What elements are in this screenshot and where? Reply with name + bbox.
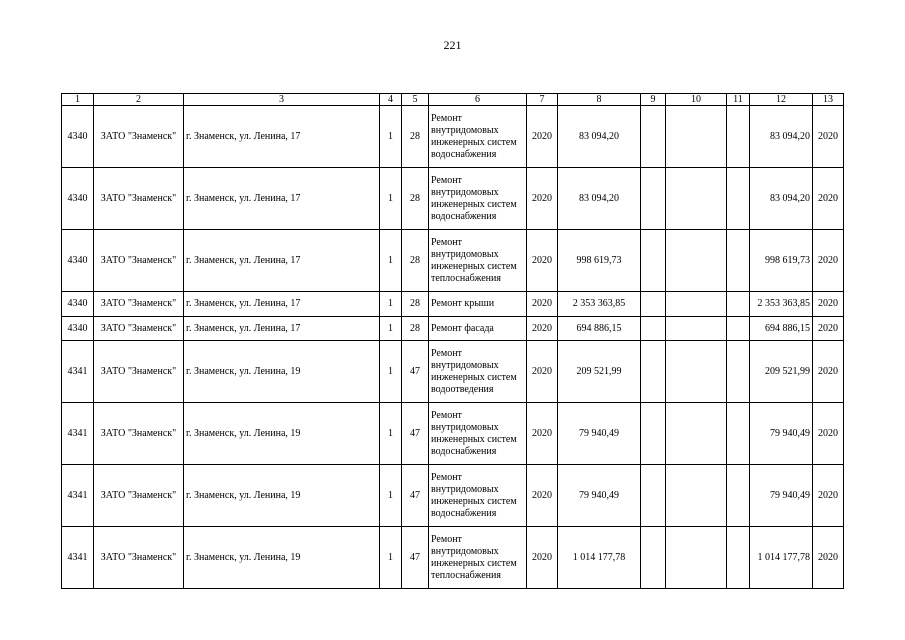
col9-cell — [641, 230, 666, 292]
house-id-cell: 4341 — [62, 403, 94, 465]
year-cell: 2020 — [527, 527, 558, 589]
col4-cell: 1 — [380, 403, 402, 465]
col-header: 5 — [402, 94, 429, 106]
col9-cell — [641, 317, 666, 341]
col10-cell — [666, 317, 727, 341]
municipality-cell: ЗАТО "Знаменск" — [94, 403, 184, 465]
col4-cell: 1 — [380, 341, 402, 403]
col-header: 9 — [641, 94, 666, 106]
table-row — [62, 168, 844, 230]
col9-cell — [641, 465, 666, 527]
year-cell: 2020 — [527, 230, 558, 292]
col9-cell — [641, 527, 666, 589]
address-cell: г. Знаменск, ул. Ленина, 19 — [184, 465, 380, 527]
table-row — [62, 292, 844, 317]
col-header: 11 — [727, 94, 750, 106]
col10-cell — [666, 168, 727, 230]
cost-cell: 83 094,20 — [558, 168, 641, 230]
year-cell: 2020 — [527, 106, 558, 168]
municipality-cell: ЗАТО "Знаменск" — [94, 168, 184, 230]
col5-cell: 28 — [402, 292, 429, 317]
total-cell: 2 353 363,85 — [750, 292, 813, 317]
end-year-cell: 2020 — [813, 341, 844, 403]
house-id-cell: 4340 — [62, 106, 94, 168]
col5-cell: 28 — [402, 106, 429, 168]
col11-cell — [727, 527, 750, 589]
col5-cell: 28 — [402, 230, 429, 292]
house-id-cell: 4341 — [62, 527, 94, 589]
col-header: 3 — [184, 94, 380, 106]
year-cell: 2020 — [527, 465, 558, 527]
col4-cell: 1 — [380, 465, 402, 527]
col-header: 6 — [429, 94, 527, 106]
end-year-cell: 2020 — [813, 527, 844, 589]
cost-cell: 694 886,15 — [558, 317, 641, 341]
cost-cell: 209 521,99 — [558, 341, 641, 403]
col10-cell — [666, 465, 727, 527]
col9-cell — [641, 403, 666, 465]
col10-cell — [666, 403, 727, 465]
municipality-cell: ЗАТО "Знаменск" — [94, 465, 184, 527]
col11-cell — [727, 106, 750, 168]
table-row — [62, 341, 844, 403]
end-year-cell: 2020 — [813, 292, 844, 317]
cost-cell: 79 940,49 — [558, 403, 641, 465]
municipality-cell: ЗАТО "Знаменск" — [94, 341, 184, 403]
work-type-cell: Ремонт внутридомовых инженерных систем водоснабжения — [429, 403, 527, 465]
cost-cell: 83 094,20 — [558, 106, 641, 168]
col4-cell: 1 — [380, 168, 402, 230]
col-header: 8 — [558, 94, 641, 106]
col-header: 4 — [380, 94, 402, 106]
col9-cell — [641, 168, 666, 230]
end-year-cell: 2020 — [813, 317, 844, 341]
table-row — [62, 106, 844, 168]
cost-cell: 998 619,73 — [558, 230, 641, 292]
page-number: 221 — [443, 38, 462, 52]
year-cell: 2020 — [527, 403, 558, 465]
table-row — [62, 527, 844, 589]
col9-cell — [641, 106, 666, 168]
work-type-cell: Ремонт внутридомовых инженерных систем водоснабжения — [429, 106, 527, 168]
col4-cell: 1 — [380, 527, 402, 589]
end-year-cell: 2020 — [813, 403, 844, 465]
cost-cell: 1 014 177,78 — [558, 527, 641, 589]
year-cell: 2020 — [527, 292, 558, 317]
table-row — [62, 465, 844, 527]
col11-cell — [727, 403, 750, 465]
total-cell: 694 886,15 — [750, 317, 813, 341]
year-cell: 2020 — [527, 317, 558, 341]
col11-cell — [727, 465, 750, 527]
col4-cell: 1 — [380, 292, 402, 317]
col9-cell — [641, 292, 666, 317]
house-id-cell: 4340 — [62, 230, 94, 292]
total-cell: 998 619,73 — [750, 230, 813, 292]
col-header: 12 — [750, 94, 813, 106]
registry-table — [61, 93, 844, 589]
col5-cell: 28 — [402, 317, 429, 341]
col5-cell: 47 — [402, 341, 429, 403]
address-cell: г. Знаменск, ул. Ленина, 17 — [184, 230, 380, 292]
address-cell: г. Знаменск, ул. Ленина, 17 — [184, 168, 380, 230]
address-cell: г. Знаменск, ул. Ленина, 19 — [184, 403, 380, 465]
work-type-cell: Ремонт внутридомовых инженерных систем водоотведения — [429, 341, 527, 403]
year-cell: 2020 — [527, 168, 558, 230]
col10-cell — [666, 341, 727, 403]
house-id-cell: 4340 — [62, 317, 94, 341]
table-row — [62, 317, 844, 341]
total-cell: 79 940,49 — [750, 465, 813, 527]
house-id-cell: 4341 — [62, 341, 94, 403]
col4-cell: 1 — [380, 106, 402, 168]
col11-cell — [727, 230, 750, 292]
col11-cell — [727, 317, 750, 341]
table-row — [62, 230, 844, 292]
address-cell: г. Знаменск, ул. Ленина, 17 — [184, 292, 380, 317]
address-cell: г. Знаменск, ул. Ленина, 19 — [184, 341, 380, 403]
end-year-cell: 2020 — [813, 465, 844, 527]
house-id-cell: 4341 — [62, 465, 94, 527]
house-id-cell: 4340 — [62, 292, 94, 317]
col10-cell — [666, 527, 727, 589]
cost-cell: 79 940,49 — [558, 465, 641, 527]
house-id-cell: 4340 — [62, 168, 94, 230]
col11-cell — [727, 168, 750, 230]
work-type-cell: Ремонт внутридомовых инженерных систем теплоснабжения — [429, 230, 527, 292]
col10-cell — [666, 230, 727, 292]
col10-cell — [666, 106, 727, 168]
col9-cell — [641, 341, 666, 403]
work-type-cell: Ремонт внутридомовых инженерных систем водоснабжения — [429, 465, 527, 527]
work-type-cell: Ремонт внутридомовых инженерных систем теплоснабжения — [429, 527, 527, 589]
col-header: 10 — [666, 94, 727, 106]
municipality-cell: ЗАТО "Знаменск" — [94, 230, 184, 292]
work-type-cell: Ремонт фасада — [429, 317, 527, 341]
col-header: 1 — [62, 94, 94, 106]
total-cell: 83 094,20 — [750, 106, 813, 168]
total-cell: 83 094,20 — [750, 168, 813, 230]
table-row — [62, 403, 844, 465]
end-year-cell: 2020 — [813, 168, 844, 230]
col4-cell: 1 — [380, 317, 402, 341]
address-cell: г. Знаменск, ул. Ленина, 17 — [184, 317, 380, 341]
address-cell: г. Знаменск, ул. Ленина, 17 — [184, 106, 380, 168]
col4-cell: 1 — [380, 230, 402, 292]
work-type-cell: Ремонт внутридомовых инженерных систем водоснабжения — [429, 168, 527, 230]
col11-cell — [727, 292, 750, 317]
end-year-cell: 2020 — [813, 106, 844, 168]
cost-cell: 2 353 363,85 — [558, 292, 641, 317]
col-header: 13 — [813, 94, 844, 106]
col5-cell: 28 — [402, 168, 429, 230]
work-type-cell: Ремонт крыши — [429, 292, 527, 317]
municipality-cell: ЗАТО "Знаменск" — [94, 527, 184, 589]
column-number-row — [62, 94, 844, 106]
municipality-cell: ЗАТО "Знаменск" — [94, 317, 184, 341]
address-cell: г. Знаменск, ул. Ленина, 19 — [184, 527, 380, 589]
year-cell: 2020 — [527, 341, 558, 403]
col5-cell: 47 — [402, 527, 429, 589]
col11-cell — [727, 341, 750, 403]
col10-cell — [666, 292, 727, 317]
total-cell: 79 940,49 — [750, 403, 813, 465]
total-cell: 1 014 177,78 — [750, 527, 813, 589]
end-year-cell: 2020 — [813, 230, 844, 292]
col5-cell: 47 — [402, 403, 429, 465]
col-header: 2 — [94, 94, 184, 106]
col-header: 7 — [527, 94, 558, 106]
municipality-cell: ЗАТО "Знаменск" — [94, 292, 184, 317]
col5-cell: 47 — [402, 465, 429, 527]
total-cell: 209 521,99 — [750, 341, 813, 403]
municipality-cell: ЗАТО "Знаменск" — [94, 106, 184, 168]
